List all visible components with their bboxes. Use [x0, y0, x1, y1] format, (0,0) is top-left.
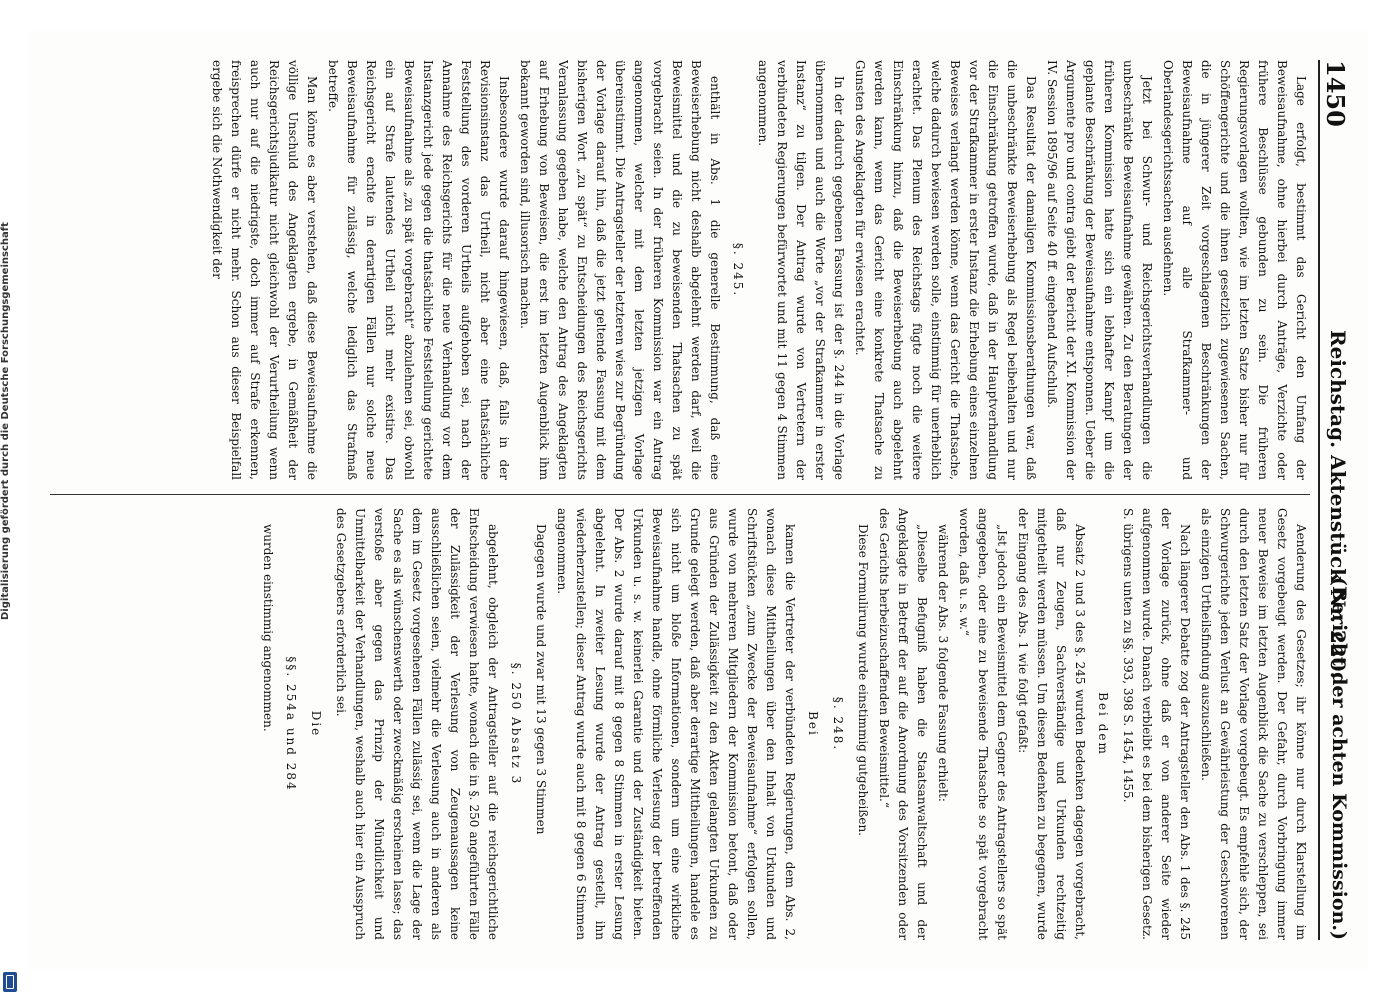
- right-paragraph: Diese Formulirung wurde einstimmig gutgeheißen.: [856, 524, 870, 836]
- subheading: Bei dem: [1096, 692, 1110, 756]
- column-divider: [50, 494, 1310, 495]
- left-paragraph: enthält in Abs. 1 die generelle Bestimmung, daß eine Beweiserhebung nicht deshalb abgelehnt werden darf, weil die Beweismittel und die zu beweisenden Thatsachen zu spät vorgebracht seien. In der früheren Kommission war ein Antrag angenommen, welcher mit dem letzten jetzigen Vorlage übereinstimmt. Die Antragsteller der letzteren wies zur Begründung der Vorlage darauf hin, daß die jetzt geltende Fassung mit dem bisherigen Wort „zu spät“ zu Entscheidungen des Reichsgerichts Veranlassung gegeben habe, welche den Antrag des Angeklagten auf Erhebung von Beweisen, die erst im letzten Augenblick ihm bekannt geworden sind, illusorisch machen.: [518, 60, 722, 480]
- right-paragraph: Absatz 2 und 3 des §. 245 wurden Bedenken dagegen vorgebracht, daß nur Zeugen, Sachverständige und Urkunden rechtzeitig mitgetheilt werden müssen. Um diesen Bedenken zu begegnen, wurde der Eingang des Abs. 1 wie folgt gefaßt:: [1016, 508, 1087, 940]
- dfg-logo-icon: [3, 972, 17, 992]
- right-paragraph: wurden einstimmig angenommen.: [261, 524, 275, 732]
- right-paragraph: Dagegen wurde und zwar mit 13 gegen 3 Stimmen: [534, 524, 548, 835]
- section-title: (Bericht der achten Kommission.): [1328, 576, 1350, 940]
- left-paragraph: Lage erfolgt, bestimmt das Gericht den Umfang der Beweisaufnahme, ohne hierbei durch Anträge, Verzichte oder frühere Beschlüsse gebunden zu sein. Die früheren Regierungsvorlagen wollten, wie im letzten Satze bisher nur für Schöffengerichte und die ihnen gesetzlich zugewiesenen Sachen, die in jüngerer Zeit vorgeschlagenen Beschränkungen der Beweisaufnahme auf alle Strafkammer- und Oberlandesgerichtssachen ausdehnen.: [1161, 60, 1308, 480]
- left-paragraph: Das Resultat der damaligen Kommissionsberathungen war, daß die unbeschränkte Beweiserhebung als Regel beibehalten und nur die Einschränkung getroffen wurde, daß in der Hauptverhandlung vor der Strafkammer in erster Instanz die Erhebung eines einzelnen Beweises verlangt werden könne, wenn das Gericht die Thatsache, welche dadurch bewiesen werden solle, einstimmig für unerheblich erachtet. Das Plenum des Reichstags fügte noch die weitere Einschränkung hinzu, daß die Beweiserhebung auch abgelehnt werden kann, wenn das Gericht eine konkrete Thatsache zu Gunsten des Angeklagten für erwiesen erachtet.: [853, 60, 1038, 480]
- left-column: [50, 60, 1310, 480]
- page-title: Reichstag. Aktenstück Nr. 220.: [1326, 330, 1350, 679]
- section-heading-245: §. 245.: [731, 242, 745, 298]
- section-heading-254a: §§. 254a und 284: [284, 656, 298, 792]
- left-paragraph: Jetzt bei Schwur- und Reichsgerichtsverhandlungen die unbeschränkte Beweisaufnahme gewähren. Zu den Beratungen der früheren Kommission hatte sich ein lebhafter Kampf um die geplante Beschränkung der Beweisaufnahme entsponnen. Ueber die Argumente pro und contra giebt der Bericht der XI. Kommission der IV. Session 1895/96 auf Seite 40 ff. eingehend Aufschluß.: [1045, 60, 1154, 480]
- right-paragraph: abgelehnt, obgleich der Antragsteller auf die reichsgerichtliche Entscheidung verwiesen hatte, wonach die in §. 250 angeführten Fälle der Zulässigkeit der Verlesung von Zeugenaussagen keine ausschließlichen seien, vielmehr die Verlesung auch in anderen als dem im Gesetz vorgesehenen Fällen zulässig sei, wenn die Lage der Sache es als wünschenswerth oder zweckmäßig erscheinen lasse; das verstoße aber gegen das Prinzip der Mündlichkeit und Unmittelbarkeit der Verhandlungen, weshalb auch hier ein Ausspruch des Gesetzgebers erforderlich sei.: [334, 508, 500, 940]
- left-paragraph: Man könne es aber verstehen, daß diese Beweisaufnahme die völlige Unschuld des Angeklagten ergebe, in Gemäßheit der Reichsgerichtsjudikatur nicht gleichwohl der Verurtheilung wenn auch nur auf die niedrigste, doch immer auf Strafe erkennen, freisprechen dürfe er nicht mehr. Schon aus dieser Beispielfall ergebe sich die Nothwendigkeit der: [210, 60, 319, 480]
- section-heading-248: §. 248.: [831, 696, 845, 752]
- section-heading-250: §. 250 Absatz 3: [509, 662, 523, 786]
- subheading: Die: [309, 710, 323, 738]
- left-paragraph: In der dadurch gegebenen Fassung ist der §. 244 in die Vorlage übernommen und auch die Worte „vor der Strafkammer in erster Instanz“ zu tilgen. Der Antrag wurde von Vertretern der verbündeten Regierungen befürwortet und mit 11 gegen 4 Stimmen angenommen.: [756, 60, 846, 480]
- quote: „Ist jedoch ein Beweismittel dem Gegner des Antragstellers so spät angegeben, oder eine zu beweisende Thatsache so spät vorgebracht worden, daß u. s. w.“: [957, 508, 1009, 940]
- digitization-strip: [0, 0, 26, 1000]
- subheading: Bei: [806, 711, 820, 737]
- right-paragraph: Aenderung des Gesetzes; ihr könne nur durch Klarstellung im Gesetz vorgebeugt werden. Der Gefahr, durch Vorbringung immer neuer Beweise im letzten Augenblick die Sache zu verschleppen, sei durch den letzten Satz der Vorlage vorgebeugt. Es empfehle sich, der Schwurgerichte jeden Verlust an Gewährleistung der Geschworenen als einzigen Urtheilsfindung auszuschließen.: [1199, 508, 1308, 940]
- right-column: [50, 508, 1310, 940]
- right-paragraph: während der Abs. 3 folgende Fassung erhielt:: [936, 524, 950, 802]
- scanned-page: [28, 30, 1368, 970]
- left-paragraph: Insbesondere wurde darauf hingewiesen, daß, falls in der Revisionsinstanz das Urtheil, nicht aber eine thatsächliche Feststellung des vorderen Urtheils aufgehoben sei, nach der Annahme des Reichsgerichts für die neue Verhandlung vor dem Instanzgericht jede gegen die thatsächliche Feststellung gerichtete Beweisaufnahme als „zu spät vorgebracht“ abzulehnen sei, obwohl ein auf Strafe lautendes Urtheil nicht mehr existire. Das Reichsgericht erachte in derartigen Fällen nur solche neue Beweisaufnahme für zulässig, welche lediglich das Strafmaß betreffe.: [326, 60, 511, 480]
- page-number: 1450: [1321, 60, 1350, 127]
- page-header: [1318, 60, 1354, 940]
- quote: „Dieselbe Befugniß haben die Staatsanwaltschaft und der Angeklagte in Betreff der auf die Anordnung des Vorsitzenden oder des Gerichts herbeizuschaffenden Beweismittel.“: [877, 508, 929, 940]
- dfg-credit-text: Digitalisierung gefördert durch die Deutsche Forschungsgemeinschaft: [0, 222, 11, 620]
- right-paragraph: Nach längerer Debatte zog der Antragsteller den Abs. 1 des §. 245 der Vorlage zurück, ohne daß er von anderer Seite wieder aufgenommen wurde. Danach verbleibt es bei dem bisherigen Gesetz. S. übrigens unten zu §§. 393, 398 S. 1454, 1455.: [1121, 508, 1192, 940]
- right-paragraph: kamen die Vertreter der verbündeten Regierungen, dem Abs. 2, wonach diese Mittheilungen über den Inhalt von Urkunden und Schriftstücken „zum Zwecke der Beweisaufnahme“ erfolgen sollen, wurde von mehreren Mitgliedern der Kommission betont, daß oder aus Gründen der Zulässigkeit zu den Akten gelangten Urkunden zu Grunde gelegt werden, daß aber derartige Mittheilungen, handele es sich nicht um bloße Informationen, sondern um eine wirkliche Beweisaufnahme handle, ohne förmliche Verlesung der betreffenden Urkunden u. s. w. keinerlei Garantie und der Zuständigkeit bieten. Der Abs. 2 wurde darauf mit 8 gegen 8 Stimmen in erster Lesung abgelehnt. In zweiter Lesung wurde der Antrag gestellt, ihn wiederherzustellen; dieser Antrag wurde auch mit 8 gegen 6 Stimmen angenommen.: [555, 508, 797, 940]
